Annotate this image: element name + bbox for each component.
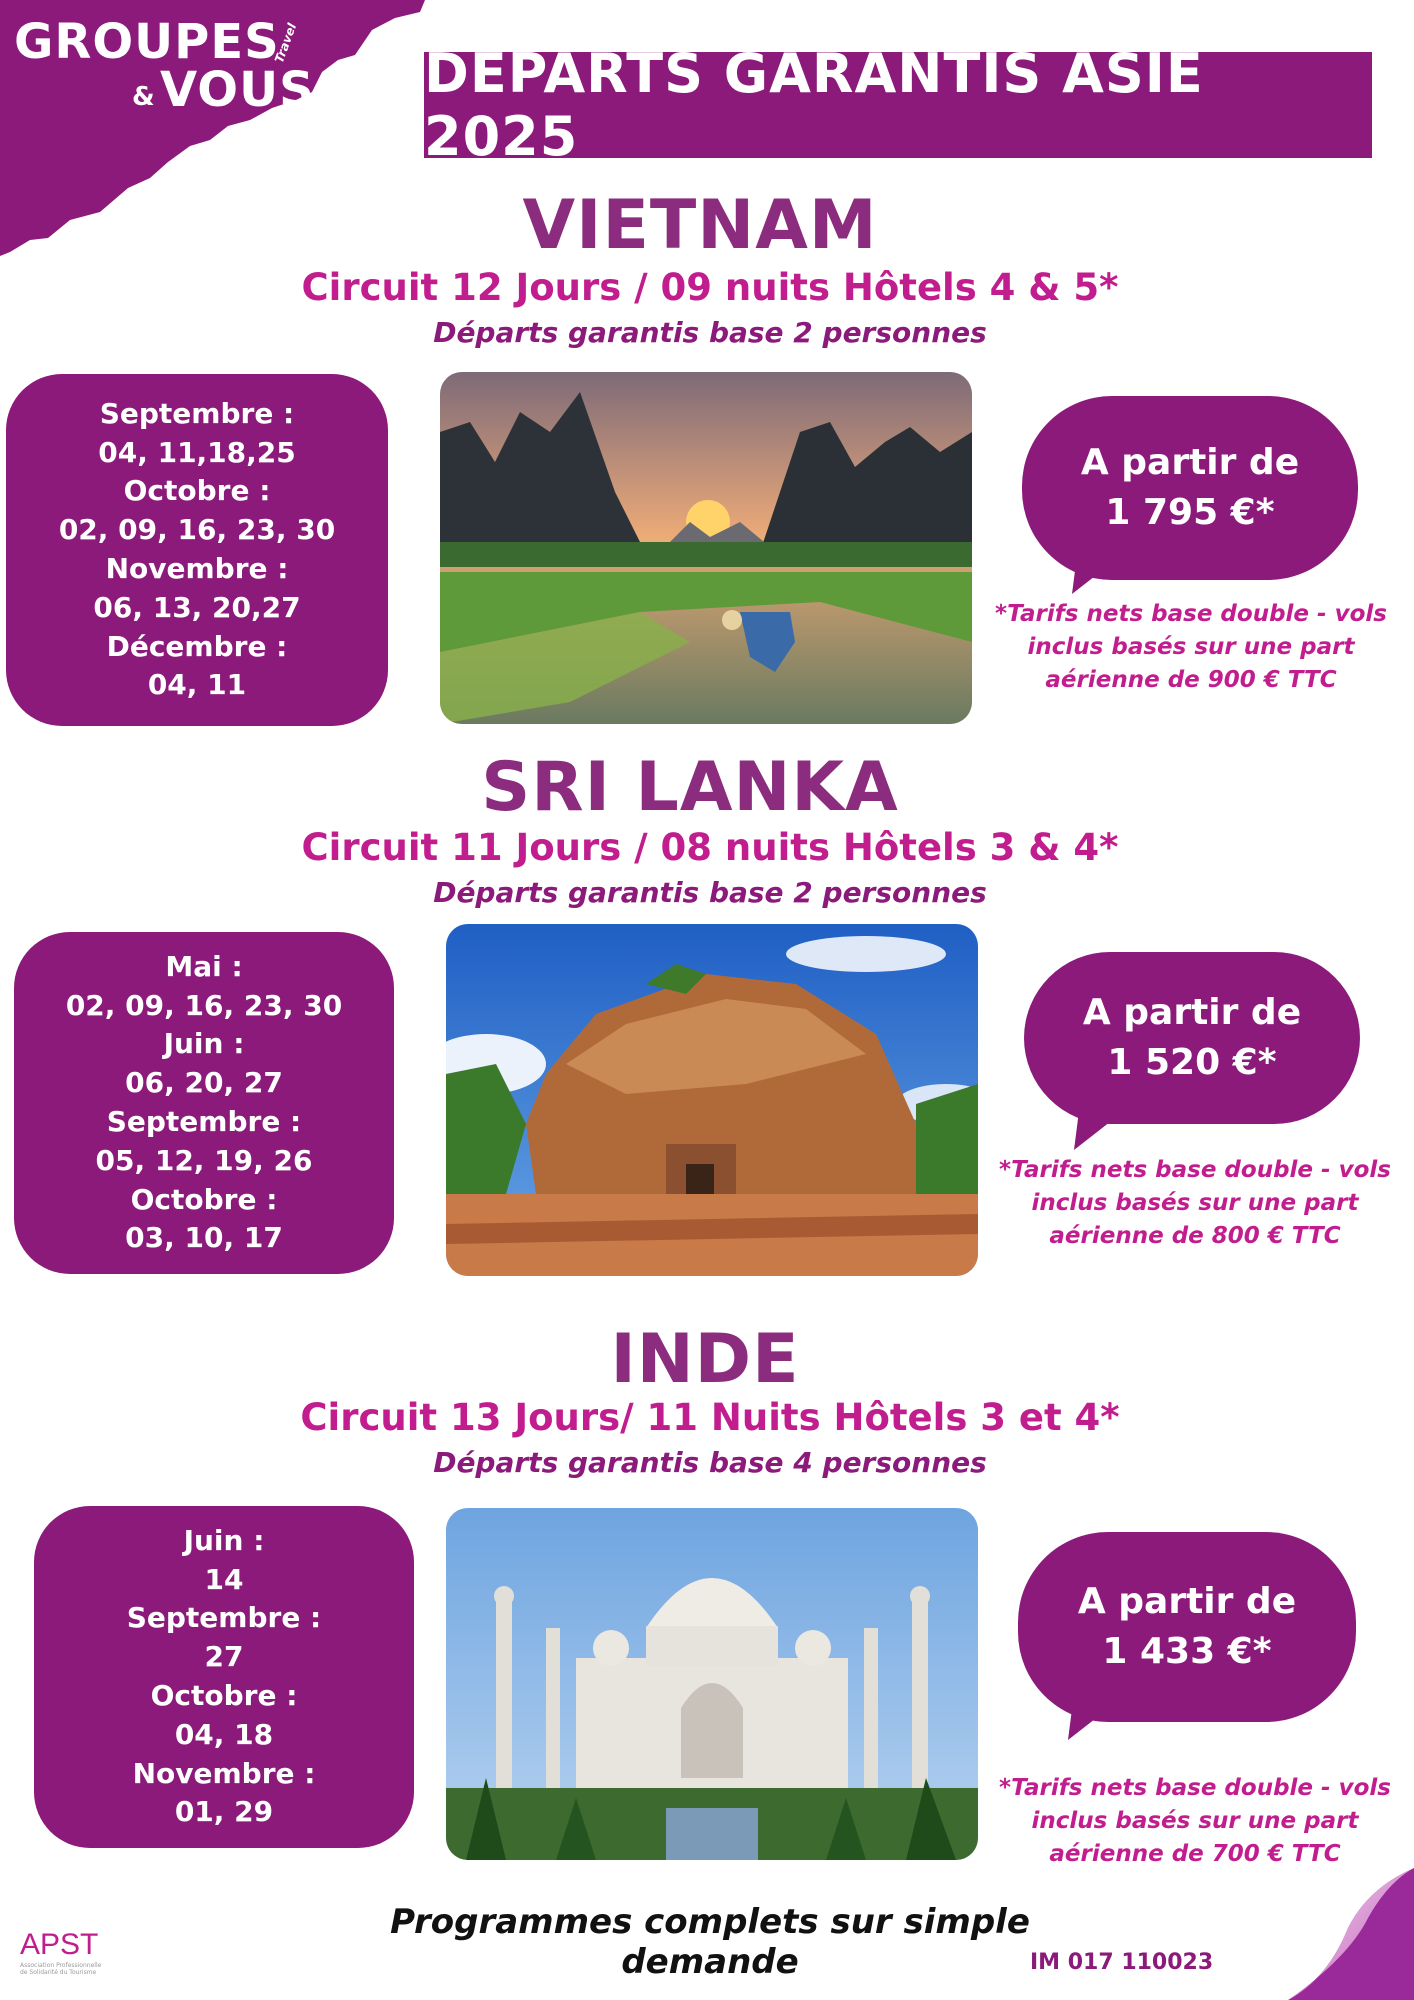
note-line: inclus basés sur une part bbox=[1031, 1190, 1359, 1216]
date-line: 06, 20, 27 bbox=[125, 1066, 283, 1100]
date-line: 01, 29 bbox=[174, 1795, 274, 1829]
price-callout-inde bbox=[1018, 1532, 1356, 1742]
circuit-line-sri-lanka: Circuit 11 Jours / 08 nuits Hôtels 3 & 4* bbox=[301, 826, 1119, 869]
base-line-vietnam: Départs garantis base 2 personnes bbox=[433, 316, 987, 349]
im-number: IM 017 110023 bbox=[1030, 1950, 1214, 1975]
date-line: Octobre : bbox=[130, 1182, 278, 1216]
date-line: 03, 10, 17 bbox=[125, 1221, 283, 1255]
dates-box-vietnam bbox=[6, 374, 388, 726]
date-line: Novembre : bbox=[132, 1756, 316, 1790]
price-value: 1 520 €* bbox=[1107, 1042, 1277, 1083]
date-line: 04, 18 bbox=[174, 1717, 274, 1751]
note-line: *Tarifs nets base double - vols bbox=[999, 1775, 1391, 1801]
date-line: 06, 13, 20,27 bbox=[93, 590, 301, 624]
apst-logo-text: APST bbox=[20, 1928, 99, 1961]
tarif-note-inde bbox=[990, 1772, 1400, 1871]
date-line: Septembre : bbox=[106, 1105, 302, 1138]
circuit-line-vietnam: Circuit 12 Jours / 09 nuits Hôtels 4 & 5* bbox=[301, 266, 1119, 309]
price-label: A partir de bbox=[1077, 1581, 1297, 1622]
tarif-note-vietnam bbox=[986, 598, 1396, 697]
logo-vous: VOUS bbox=[160, 62, 315, 118]
date-line: Octobre : bbox=[123, 474, 271, 508]
price-bubble-vietnam bbox=[1022, 396, 1358, 580]
price-label: A partir de bbox=[1082, 992, 1302, 1033]
price-value: 1 433 €* bbox=[1102, 1631, 1272, 1672]
date-line: Juin : bbox=[183, 1523, 265, 1557]
note-line: aérienne de 700 € TTC bbox=[1049, 1841, 1341, 1867]
note-line: *Tarifs nets base double - vols bbox=[999, 1157, 1391, 1183]
dates-box-inde bbox=[34, 1506, 414, 1848]
country-title-vietnam: VIETNAM bbox=[522, 186, 878, 265]
price-bubble-inde bbox=[1018, 1532, 1356, 1722]
price-callout-vietnam bbox=[1022, 396, 1358, 596]
date-line: 14 bbox=[204, 1562, 244, 1596]
tarif-note-sri-lanka bbox=[990, 1154, 1400, 1253]
note-line: *Tarifs nets base double - vols bbox=[995, 601, 1387, 627]
date-line: Septembre : bbox=[126, 1601, 322, 1635]
price-value: 1 795 €* bbox=[1105, 492, 1275, 533]
sri-lanka-photo bbox=[446, 924, 978, 1276]
date-line: 02, 09, 16, 23, 30 bbox=[65, 988, 343, 1022]
main-banner: DEPARTS GARANTIS ASIE 2025 bbox=[424, 52, 1372, 158]
logo-travel: Travel bbox=[272, 21, 300, 65]
date-line: 27 bbox=[204, 1640, 244, 1674]
circuit-line-inde: Circuit 13 Jours/ 11 Nuits Hôtels 3 et 4* bbox=[300, 1396, 1120, 1439]
date-line: 04, 11 bbox=[147, 668, 247, 702]
note-line: inclus basés sur une part bbox=[1027, 634, 1355, 660]
inde-photo bbox=[446, 1508, 978, 1860]
date-line: 04, 11,18,25 bbox=[98, 435, 296, 469]
logo-groupes: GROUPES bbox=[14, 14, 280, 70]
date-line: Mai : bbox=[165, 949, 243, 983]
logo-ampersand: & bbox=[132, 82, 155, 112]
date-line: Novembre : bbox=[105, 552, 289, 585]
date-line: Septembre : bbox=[99, 396, 295, 430]
date-line: Juin : bbox=[163, 1027, 245, 1061]
dates-box-sri-lanka bbox=[14, 932, 394, 1274]
base-line-sri-lanka: Départs garantis base 2 personnes bbox=[433, 876, 987, 909]
programmes-footer: Programmes complets sur simple demande bbox=[390, 1902, 1030, 1982]
country-title-inde: INDE bbox=[610, 1320, 800, 1399]
date-line: Décembre : bbox=[106, 629, 288, 663]
price-callout-sri-lanka bbox=[1024, 952, 1360, 1152]
country-title-sri-lanka: SRI LANKA bbox=[481, 748, 899, 827]
base-line-inde: Départs garantis base 4 personnes bbox=[433, 1446, 987, 1479]
note-line: inclus basés sur une part bbox=[1031, 1808, 1359, 1834]
apst-subtitle: Association Professionnelle de Solidarité du Tourisme bbox=[20, 1962, 102, 1976]
note-line: aérienne de 800 € TTC bbox=[1049, 1223, 1341, 1249]
page-curl-decoration bbox=[1268, 1868, 1414, 2000]
vietnam-photo bbox=[440, 372, 972, 724]
price-bubble-sri-lanka bbox=[1024, 952, 1360, 1124]
date-line: Octobre : bbox=[150, 1679, 298, 1712]
date-line: 05, 12, 19, 26 bbox=[95, 1143, 313, 1177]
price-label: A partir de bbox=[1080, 442, 1300, 483]
note-line: aérienne de 900 € TTC bbox=[1045, 667, 1337, 693]
date-line: 02, 09, 16, 23, 30 bbox=[58, 513, 336, 547]
